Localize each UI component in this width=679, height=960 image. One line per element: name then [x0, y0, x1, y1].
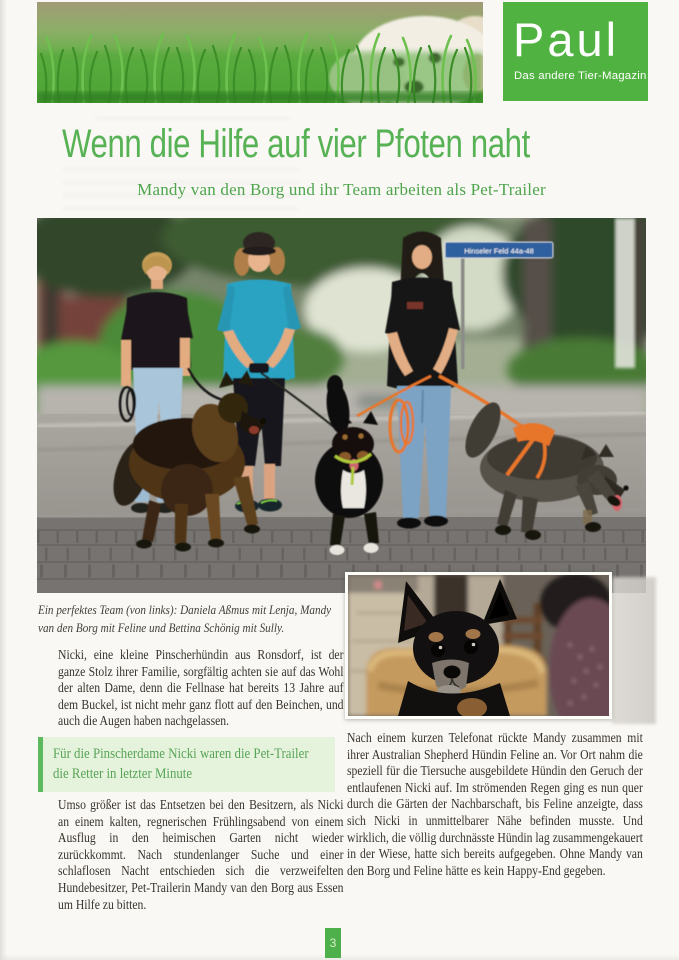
article-paragraph: Umso größer ist das Entsetzen bei den Besitzern, als Nicki an einem kalten, regnerischen Frühlingsabend von einem Ausflug in den heimischen Garten nicht wieder zurückkommt. Nach stundenlanger Suche und einer schlaflosen Nacht entschieden sich die verzweifelten Hundebesitzer, Pet-Trailerin Mandy van den Borg aus Essen um Hilfe zu bitten.	[58, 797, 344, 912]
pinscher-photo-illustration	[348, 575, 609, 716]
scan-edge-left	[0, 0, 7, 960]
banner-illustration	[37, 2, 483, 103]
page-fold-shadow	[612, 577, 656, 724]
magazine-logo-title: Paul	[513, 13, 620, 66]
photo-caption: Ein perfektes Team (von links): Daniela Aßmus mit Lenja, Mandy van den Borg mit Feline und Bettina Schönig mit Sully.	[38, 602, 332, 636]
pull-quote	[38, 737, 335, 792]
banner-grass-puppy-photo	[37, 2, 483, 103]
pull-quote-text: Für die Pinscherdame Nicki waren die Pet-Trailer die Retter in letzter Minute	[53, 746, 309, 783]
pinscher-photo	[345, 572, 612, 719]
article-paragraph: Nicki, eine kleine Pinscherhündin aus Ronsdorf, ist der ganze Stolz ihrer Familie, sorgfältig achten sie auf das Wohl der alten Dame, denn die Fellnase hat bereits 13 Jahre auf dem Buckel, ist nicht mehr ganz flott auf den Beinchen, und auch die Augen haben nachgelassen.	[58, 647, 344, 729]
team-photo	[37, 218, 646, 593]
article-paragraph: Nach einem kurzen Telefonat rückte Mandy zusammen mit ihrer Australian Shepherd Hündin Feline an. Vor Ort nahm die speziell für die Tiersuche ausgebildete Hündin den Geruch der entlaufenen Nicki auf. Im strömenden Regen ging es nun quer durch die Gärten der Nachbarschaft, bis Feline anzeigte, dass sich Nicki in unmittelbarer Nähe befinden musste. Und wirklich, die völlig durchnässte Hündin lag zusammengekauert in der Wiese, hatte sich bereits aufgegeben. Ohne Mandy van den Borg und Feline hätte es kein Happy-End gegeben.	[347, 730, 643, 878]
street-sign-label: Hinseler Feld 44a-48	[464, 246, 534, 256]
team-photo-illustration	[37, 218, 646, 593]
page-number: 3	[325, 928, 341, 958]
article-subheadline: Mandy van den Borg und ihr Team arbeiten als Pet-Trailer	[137, 180, 546, 199]
magazine-logo-subtitle: Das andere Tier-Magazin	[514, 70, 647, 82]
magazine-logo	[503, 2, 648, 101]
article-headline: Wenn die Hilfe auf vier Pfoten naht	[62, 122, 530, 166]
